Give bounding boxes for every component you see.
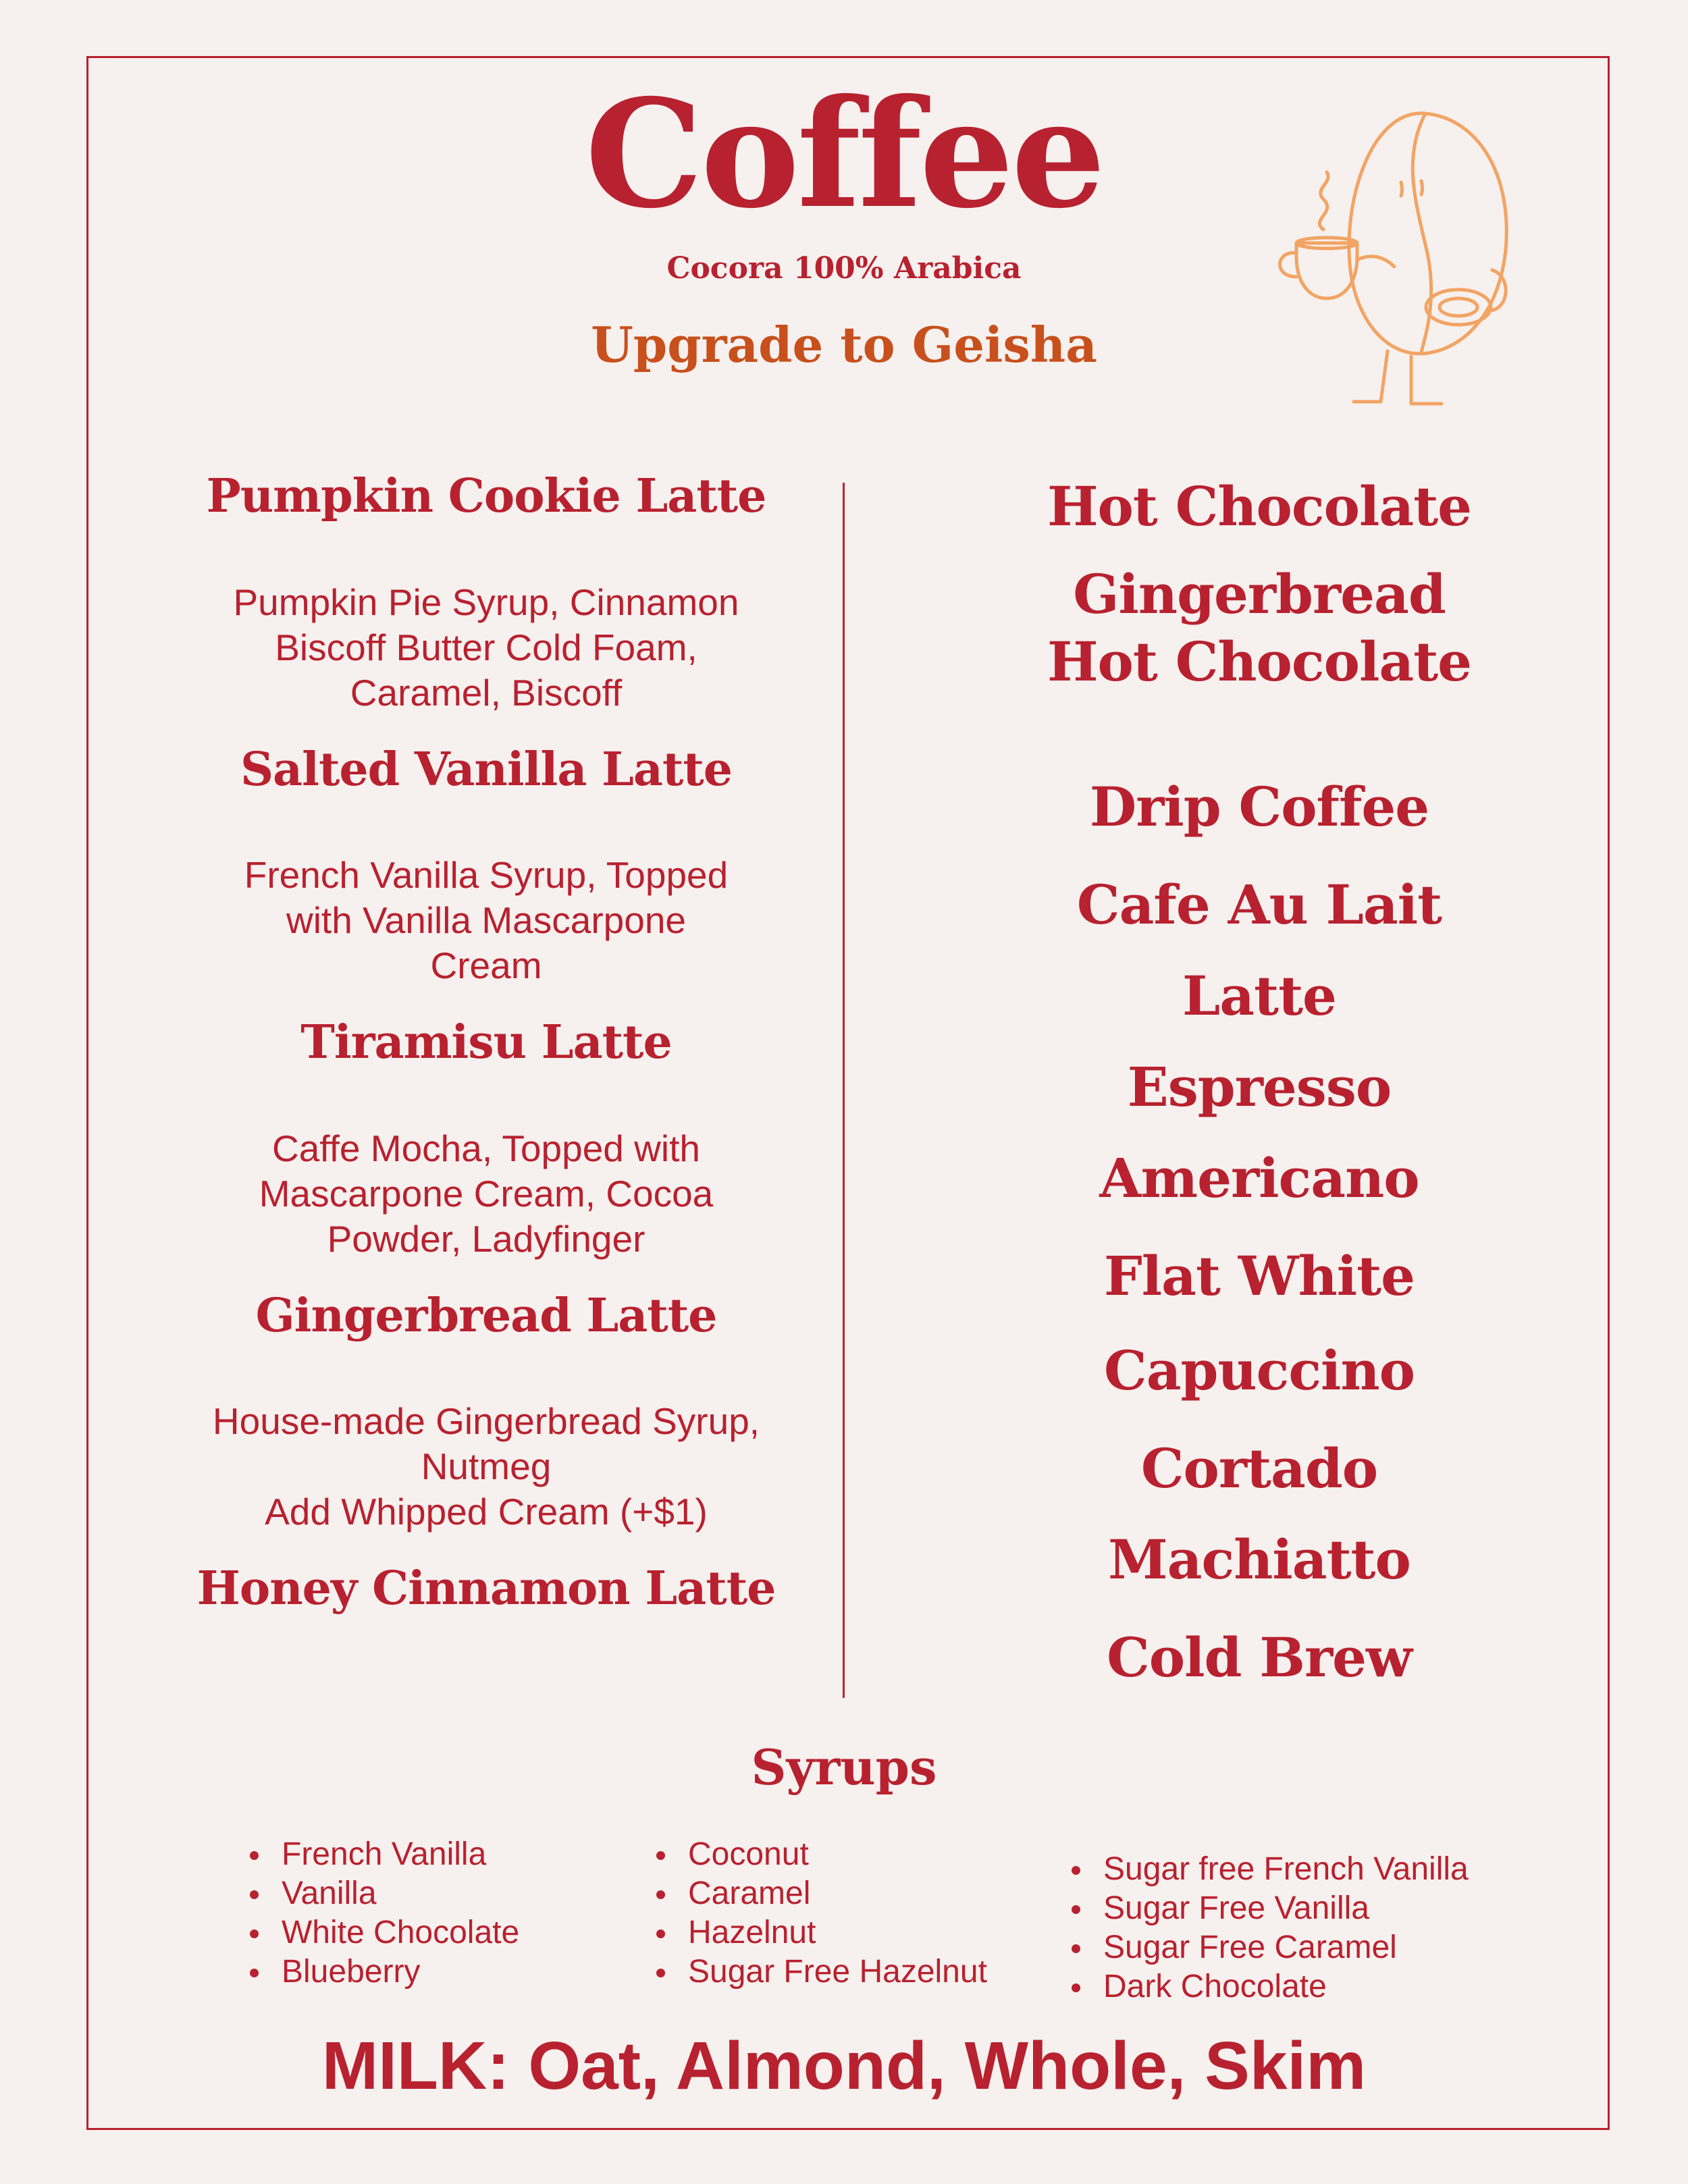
special-description: French Vanilla Syrup, Topped with Vanilla Mascarpone Cream bbox=[244, 854, 729, 987]
coffee-bean-mascot-icon bbox=[1256, 101, 1539, 412]
classic-item: Hot Chocolate bbox=[1047, 475, 1472, 538]
classics-column bbox=[918, 473, 1600, 1691]
special-name: Honey Cinnamon Latte bbox=[196, 1562, 776, 1616]
syrups-heading: Syrups bbox=[751, 1738, 937, 1796]
special-item bbox=[128, 469, 844, 716]
special-description: House-made Gingerbread Syrup, Nutmeg Add Whipped Cream (+$1) bbox=[212, 1400, 760, 1533]
syrup-item: Coconut bbox=[650, 1835, 987, 1874]
syrup-list-2 bbox=[650, 1835, 987, 1992]
classic-item: Capuccino bbox=[1104, 1339, 1415, 1402]
syrup-item: Sugar Free Caramel bbox=[1065, 1928, 1469, 1967]
syrup-list-1 bbox=[243, 1835, 519, 1992]
syrup-item: Dark Chocolate bbox=[1065, 1967, 1469, 2006]
syrup-item: Sugar free French Vanilla bbox=[1065, 1850, 1469, 1889]
classic-item: Cortado bbox=[1140, 1437, 1378, 1500]
syrup-list-3 bbox=[1065, 1850, 1469, 2006]
special-name: Tiramisu Latte bbox=[300, 1015, 672, 1070]
classic-item: Espresso bbox=[1127, 1055, 1392, 1119]
classic-item: Flat White bbox=[1103, 1244, 1415, 1308]
classic-item: Drip Coffee bbox=[1089, 775, 1429, 838]
syrup-item: Hazelnut bbox=[650, 1913, 987, 1952]
syrup-item: White Chocolate bbox=[243, 1913, 519, 1952]
special-item bbox=[128, 1289, 844, 1535]
menu-subtitle: Cocora 100% Arabica bbox=[666, 251, 1022, 286]
classic-item: Gingerbread Hot Chocolate bbox=[1047, 562, 1472, 693]
classic-item: Americano bbox=[1099, 1146, 1419, 1210]
classic-item: Machiatto bbox=[1108, 1528, 1410, 1591]
syrup-item: Caramel bbox=[650, 1874, 987, 1913]
upgrade-note: Upgrade to Geisha bbox=[591, 316, 1097, 373]
special-item bbox=[128, 743, 844, 989]
special-name: Gingerbread Latte bbox=[255, 1288, 717, 1343]
syrup-item: Sugar Free Hazelnut bbox=[650, 1952, 987, 1992]
classic-item: Latte bbox=[1182, 964, 1336, 1028]
classic-item: Cafe Au Lait bbox=[1076, 873, 1442, 936]
syrup-item: French Vanilla bbox=[243, 1835, 519, 1874]
special-item bbox=[128, 1015, 844, 1262]
special-item bbox=[128, 1562, 844, 1617]
menu-title: Coffee bbox=[585, 66, 1103, 241]
syrup-item: Sugar Free Vanilla bbox=[1065, 1889, 1469, 1928]
syrup-item: Vanilla bbox=[243, 1874, 519, 1913]
specials-column bbox=[128, 469, 844, 1617]
special-description: Pumpkin Pie Syrup, Cinnamon Biscoff Butter Cold Foam, Caramel, Biscoff bbox=[233, 581, 739, 714]
classic-item: Cold Brew bbox=[1107, 1626, 1412, 1689]
special-description: Caffe Mocha, Topped with Mascarpone Cream, Cocoa Powder, Ladyfinger bbox=[259, 1127, 714, 1260]
syrup-item: Blueberry bbox=[243, 1952, 519, 1992]
milk-options: MILK: Oat, Almond, Whole, Skim bbox=[321, 2028, 1367, 2104]
special-name: Salted Vanilla Latte bbox=[240, 742, 733, 797]
special-name: Pumpkin Cookie Latte bbox=[206, 469, 766, 523]
